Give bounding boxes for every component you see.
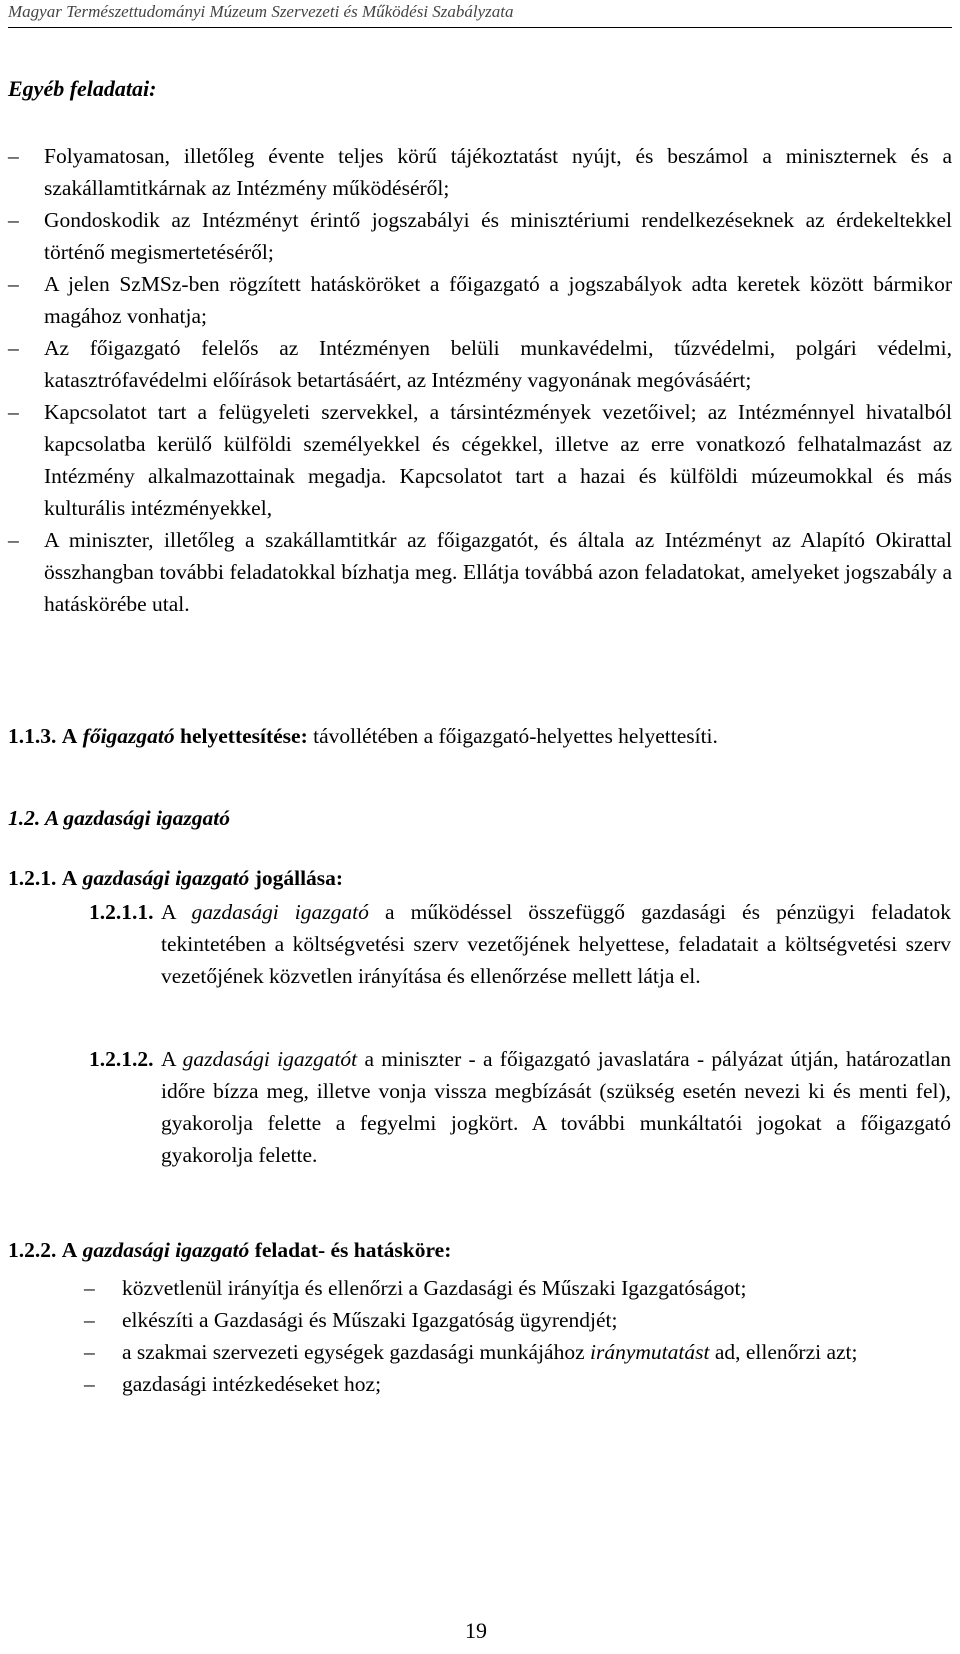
section-text: távollétében a főigazgató-helyettes helyettesíti. <box>313 724 718 748</box>
feladat-hataskor-list <box>84 1272 950 1400</box>
section-1-1-3 <box>8 724 952 749</box>
dash-bullet-icon: – <box>8 272 19 296</box>
dash-bullet-icon: – <box>8 400 19 424</box>
section-number: 1.1.3. <box>8 724 57 748</box>
dash-bullet-icon: – <box>8 528 19 552</box>
section-heading-egyeb-feladatai: Egyéb feladatai: <box>8 76 157 101</box>
section-label: jogállása: <box>254 866 344 890</box>
dash-bullet-icon: – <box>8 208 19 232</box>
list-item: – A jelen SzMSz-ben rögzített hatásköröket a főigazgató a jogszabályok adta keretek között bármikor magához vonhatja; <box>8 268 952 332</box>
role-name: főigazgató <box>82 724 175 748</box>
section-1-2-heading <box>8 806 952 831</box>
article: A <box>61 1238 78 1262</box>
section-number: 1.2.2. <box>8 1238 57 1262</box>
list-item: – a szakmai szervezeti egységek gazdasági munkájához iránymutatást ad, ellenőrzi azt; <box>84 1336 950 1368</box>
list-item: – Kapcsolatot tart a felügyeleti szervekkel, a társintézmények vezetőivel; az Intézménnyel hivatalból kapcsolatba kerülő külföldi személyekkel és cégekkel, illetve az erre vonatkozó felhatalmazást az Intézmény alkalmazottainak megadja. Kapcsolatot tart a hazai és külföldi múzeumokkal és más kulturális intézményekkel, <box>8 396 952 524</box>
running-header: Magyar Természettudományi Múzeum Szervezeti és Működési Szabályzata <box>8 2 952 28</box>
paragraph-text: a működéssel összefüggő gazdasági és pénzügyi feladatok tekintetében a költségvetési szerv vezetőjének helyettese, feladatait a költségvetési szerv vezetőjének közvetlen irányítása és ellenőrzése mellett látja el. <box>161 900 951 988</box>
paragraph-number: 1.2.1.2. <box>89 1047 154 1071</box>
page-number: 19 <box>465 1618 487 1643</box>
role-name: gazdasági igazgató <box>191 900 369 924</box>
list-item: – Gondoskodik az Intézményt érintő jogszabályi és minisztériumi rendelkezéseknek az érdekeltekkel történő megismertetéséről; <box>8 204 952 268</box>
section-label: helyettesítése: <box>180 724 308 748</box>
section-label: feladat- és hatásköre: <box>254 1238 452 1262</box>
section-1-2-2-heading <box>8 1238 952 1263</box>
paragraph-1-2-1-2: 1.2.1.2. A gazdasági igazgatót a miniszter - a főigazgató javaslatára - pályázat útján, határozatlan időre bízza meg, illetve vonja vissza megbízását (szükség esetén nevezi ki és menti fel), gyakorolja felette a fegyelmi jogkört. A további munkáltatói jogokat a főigazgató gyakorolja felette. <box>89 1043 951 1171</box>
list-item: – A miniszter, illetőleg a szakállamtitkár az főigazgatót, és általa az Intézményt az Alapító Okirattal összhangban további feladatokkal bízhatja meg. Ellátja továbbá azon feladatokat, amelyeket jogszabály a hatáskörébe utal. <box>8 524 952 620</box>
role-name: gazdasági igazgató <box>82 866 250 890</box>
section-1-2-1-heading <box>8 866 952 891</box>
list-item: – gazdasági intézkedéseket hoz; <box>84 1368 950 1400</box>
egyeb-feladatai-list <box>8 140 952 620</box>
article: A <box>61 866 78 890</box>
paragraph-text: a miniszter - a főigazgató javaslatára - pályázat útján, határozatlan időre bízza meg, illetve vonja vissza megbízását (szükség esetén nevezi ki és menti fel), gyakorolja felette a fegyelmi jogkört. A további munkáltatói jogokat a főigazgató gyakorolja felette. <box>161 1047 952 1167</box>
paragraph-1-2-1-1: 1.2.1.1. A gazdasági igazgató a működéssel összefüggő gazdasági és pénzügyi feladatok tekintetében a költségvetési szerv vezetőjének helyettese, feladatait a költségvetési szerv vezetőjének közvetlen irányítása és ellenőrzése mellett látja el. <box>89 896 951 992</box>
role-name: gazdasági igazgatót <box>182 1047 358 1071</box>
dash-bullet-icon: – <box>84 1372 95 1396</box>
dash-bullet-icon: – <box>84 1308 95 1332</box>
dash-bullet-icon: – <box>84 1340 95 1364</box>
list-item: – Az főigazgató felelős az Intézményen belüli munkavédelmi, tűzvédelmi, polgári védelmi, katasztrófavédelmi előírások betartásáért, az Intézmény vagyonának megóvásáért; <box>8 332 952 396</box>
paragraph-number: 1.2.1.1. <box>89 900 154 924</box>
list-item: – elkészíti a Gazdasági és Műszaki Igazgatóság ügyrendjét; <box>84 1304 950 1336</box>
dash-bullet-icon: – <box>84 1276 95 1300</box>
section-title: A gazdasági igazgató <box>44 806 231 830</box>
list-item: – Folyamatosan, illetőleg évente teljes körű tájékoztatást nyújt, és beszámol a miniszternek és a szakállamtitkárnak az Intézmény működéséről; <box>8 140 952 204</box>
dash-bullet-icon: – <box>8 336 19 360</box>
dash-bullet-icon: – <box>8 144 19 168</box>
article: A <box>61 724 78 748</box>
section-number: 1.2. <box>8 806 41 830</box>
list-item: – közvetlenül irányítja és ellenőrzi a Gazdasági és Műszaki Igazgatóságot; <box>84 1272 950 1304</box>
section-number: 1.2.1. <box>8 866 57 890</box>
role-name: gazdasági igazgató <box>82 1238 250 1262</box>
